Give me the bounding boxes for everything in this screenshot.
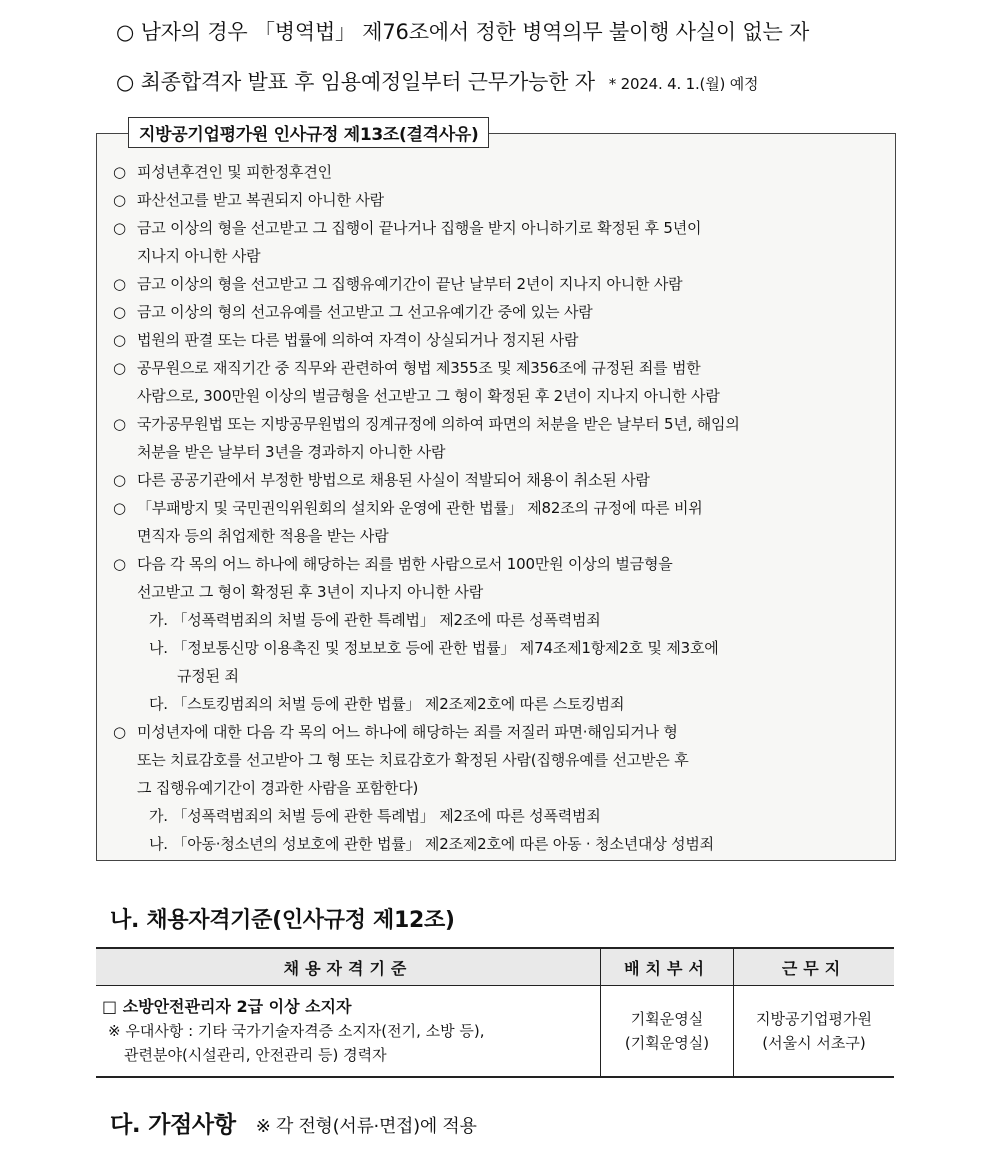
eligibility-military-text: ○ 남자의 경우 「병역법」 제76조에서 정한 병역의무 불이행 사실이 없는 자 bbox=[116, 20, 810, 44]
list-item bbox=[113, 186, 885, 214]
location-cell bbox=[734, 986, 895, 1078]
list-item bbox=[113, 298, 885, 326]
criteria-main: □ 소방안전관리자 2급 이상 소지자 bbox=[102, 997, 352, 1016]
section-hiring-criteria-title: 나. 채용자격기준(인사규정 제12조) bbox=[110, 908, 455, 933]
list-item bbox=[113, 326, 885, 354]
list-item-text: 다른 공공기관에서 부정한 방법으로 채용된 사실이 적발되어 채용이 취소된 사람 bbox=[137, 471, 650, 489]
circle-bullet-icon: ○ bbox=[113, 723, 126, 741]
sub-list-item bbox=[113, 606, 885, 634]
disqualification-box bbox=[96, 133, 896, 861]
sub-list-item-continuation: 규정된 죄 bbox=[177, 667, 239, 685]
sub-list-item-text: 가. 「성폭력범죄의 처벌 등에 관한 특례법」 제2조에 따른 성폭력범죄 bbox=[149, 611, 601, 629]
hiring-criteria-table bbox=[96, 947, 894, 1078]
list-item-text: 피성년후견인 및 피한정후견인 bbox=[137, 163, 332, 181]
bonus-points-note: ※ 각 전형(서류·면접)에 적용 bbox=[255, 1116, 477, 1137]
list-item bbox=[113, 410, 885, 466]
list-item-text: 법원의 판결 또는 다른 법률에 의하여 자격이 상실되거나 정지된 사람 bbox=[137, 331, 579, 349]
criteria-cell bbox=[96, 986, 601, 1078]
sub-list-item-text: 나. 「정보통신망 이용촉진 및 정보보호 등에 관한 법률」 제74조제1항제2호 및 제3호에 bbox=[149, 639, 719, 657]
location-sub: (서울시 서초구) bbox=[762, 1034, 866, 1052]
section-bonus-points bbox=[110, 1106, 477, 1139]
list-item-continuation: 그 집행유예기간이 경과한 사람을 포함한다) bbox=[137, 779, 419, 797]
list-item-continuation: 면직자 등의 취업제한 적용을 받는 사람 bbox=[137, 527, 389, 545]
header-department: 배치부서 bbox=[601, 948, 734, 986]
list-item bbox=[113, 354, 885, 410]
circle-bullet-icon: ○ bbox=[113, 471, 126, 489]
list-item bbox=[113, 466, 885, 494]
sub-list-item bbox=[113, 634, 885, 690]
circle-bullet-icon: ○ bbox=[113, 499, 126, 517]
list-item-text: 다음 각 목의 어느 하나에 해당하는 죄를 범한 사람으로서 100만원 이상의 벌금형을 bbox=[137, 555, 673, 573]
list-item bbox=[113, 158, 885, 186]
list-item-text: 금고 이상의 형의 선고유예를 선고받고 그 선고유예기간 중에 있는 사람 bbox=[137, 303, 593, 321]
table-header-row bbox=[96, 948, 894, 986]
header-location: 근무지 bbox=[734, 948, 895, 986]
table-row bbox=[96, 986, 894, 1078]
list-item-continuation: 또는 치료감호를 선고받아 그 형 또는 치료감호가 확정된 사람(집행유예를 선고받은 후 bbox=[137, 751, 689, 769]
sub-list-item bbox=[113, 830, 885, 858]
start-date-note: * 2024. 4. 1.(월) 예정 bbox=[608, 75, 759, 93]
circle-bullet-icon: ○ bbox=[113, 331, 126, 349]
eligibility-start-date bbox=[116, 66, 758, 96]
circle-bullet-icon: ○ bbox=[113, 219, 126, 237]
list-item-text: 국가공무원법 또는 지방공무원법의 징계규정에 의하여 파면의 처분을 받은 날부터 5년, 해임의 bbox=[137, 415, 740, 433]
preference-note-cont: 관련분야(시설관리, 안전관리 등) 경력자 bbox=[124, 1046, 387, 1064]
department-cell bbox=[601, 986, 734, 1078]
circle-bullet-icon: ○ bbox=[113, 555, 126, 573]
list-item-text: 「부패방지 및 국민권익위원회의 설치와 운영에 관한 법률」 제82조의 규정에 따른 비위 bbox=[137, 499, 703, 517]
department-sub: (기획운영실) bbox=[624, 1034, 710, 1052]
location-name: 지방공기업평가원 bbox=[756, 1010, 872, 1028]
circle-bullet-icon: ○ bbox=[113, 163, 126, 181]
list-item-continuation: 지나지 아니한 사람 bbox=[137, 247, 261, 265]
list-item-continuation: 선고받고 그 형이 확정된 후 3년이 지나지 아니한 사람 bbox=[137, 583, 483, 601]
list-item bbox=[113, 550, 885, 606]
circle-bullet-icon: ○ bbox=[113, 359, 126, 377]
list-item-text: 금고 이상의 형을 선고받고 그 집행유예기간이 끝난 날부터 2년이 지나지 아니한 사람 bbox=[137, 275, 683, 293]
disqualification-title: 지방공기업평가원 인사규정 제13조(결격사유) bbox=[128, 117, 489, 148]
sub-list-item-text: 나. 「아동·청소년의 성보호에 관한 법률」 제2조제2호에 따른 아동 · 청소년대상 성범죄 bbox=[149, 835, 714, 853]
list-item-continuation: 사람으로, 300만원 이상의 벌금형을 선고받고 그 형이 확정된 후 2년이 지나지 아니한 사람 bbox=[137, 387, 720, 405]
header-criteria: 채용자격기준 bbox=[96, 948, 601, 986]
sub-list-item-text: 가. 「성폭력범죄의 처벌 등에 관한 특례법」 제2조에 따른 성폭력범죄 bbox=[149, 807, 601, 825]
eligibility-military bbox=[116, 16, 809, 46]
list-item-text: 미성년자에 대한 다음 각 목의 어느 하나에 해당하는 죄를 저질러 파면·해임되거나 형 bbox=[137, 723, 678, 741]
circle-bullet-icon: ○ bbox=[113, 303, 126, 321]
list-item bbox=[113, 270, 885, 298]
eligibility-start-text: ○ 최종합격자 발표 후 임용예정일부터 근무가능한 자 bbox=[116, 70, 595, 94]
circle-bullet-icon: ○ bbox=[113, 415, 126, 433]
list-item bbox=[113, 718, 885, 802]
department-name: 기획운영실 bbox=[630, 1010, 704, 1028]
sub-list-item bbox=[113, 690, 885, 718]
disqualification-list bbox=[113, 158, 885, 858]
sub-list-item-text: 다. 「스토킹범죄의 처벌 등에 관한 법률」 제2조제2호에 따른 스토킹범죄 bbox=[149, 695, 625, 713]
preference-note: ※ 우대사항 : 기타 국가기술자격증 소지자(전기, 소방 등), bbox=[108, 1022, 485, 1040]
list-item bbox=[113, 494, 885, 550]
circle-bullet-icon: ○ bbox=[113, 275, 126, 293]
list-item-continuation: 처분을 받은 날부터 3년을 경과하지 아니한 사람 bbox=[137, 443, 446, 461]
sub-list-item bbox=[113, 802, 885, 830]
list-item-text: 공무원으로 재직기간 중 직무와 관련하여 형법 제355조 및 제356조에 규정된 죄를 범한 bbox=[137, 359, 701, 377]
list-item-text: 금고 이상의 형을 선고받고 그 집행이 끝나거나 집행을 받지 아니하기로 확정된 후 5년이 bbox=[137, 219, 702, 237]
circle-bullet-icon: ○ bbox=[113, 191, 126, 209]
list-item-text: 파산선고를 받고 복권되지 아니한 사람 bbox=[137, 191, 384, 209]
list-item bbox=[113, 214, 885, 270]
bonus-points-title: 다. 가점사항 bbox=[110, 1112, 236, 1138]
